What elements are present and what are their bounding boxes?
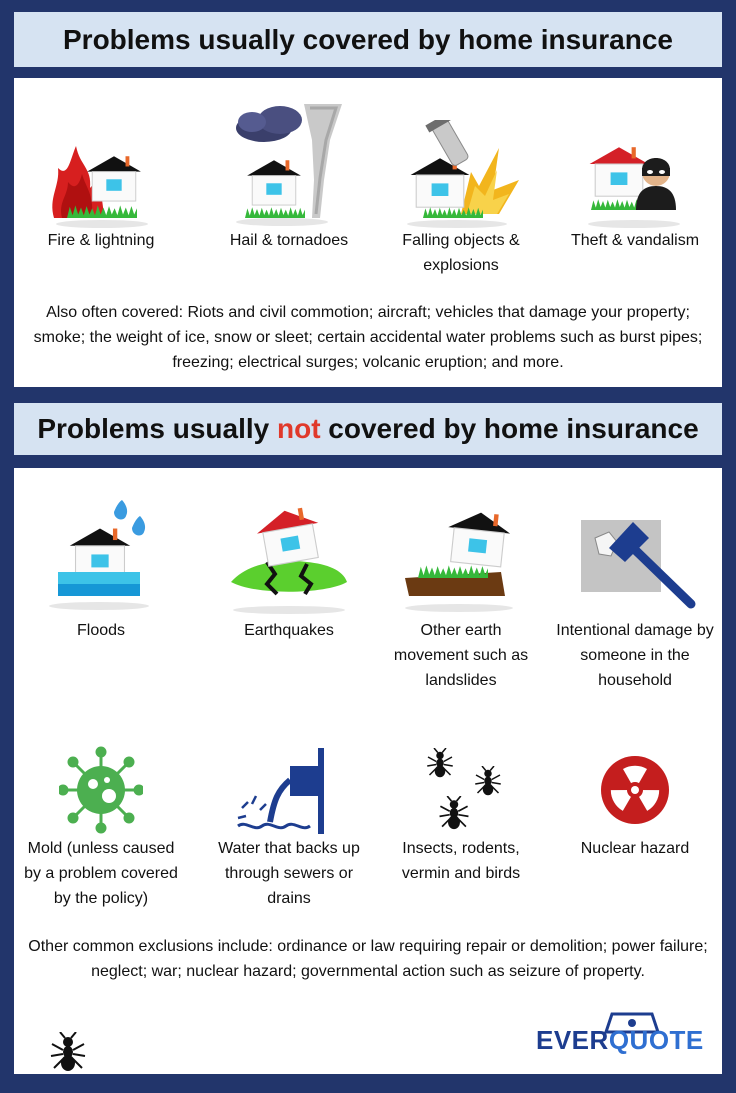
not-highlight: not — [276, 413, 321, 444]
not-covered-item-label: Water that backs up through sewers or drains — [218, 840, 360, 907]
not-covered-item-flood — [14, 498, 188, 643]
tornado-house-icon — [234, 100, 344, 228]
covered-item-label: Hail & tornadoes — [229, 232, 349, 249]
not-covered-item-intentional — [548, 498, 722, 693]
covered-item-fire — [14, 138, 188, 253]
insects-icon — [411, 744, 511, 836]
covered-heading: Problems usually covered by home insurance — [14, 12, 722, 67]
not-covered-item-label: Insects, rodents, vermin and birds — [401, 840, 521, 882]
not-covered-item-label: Intentional damage by someone in the household — [556, 622, 714, 689]
not-covered-panel — [14, 468, 722, 1074]
falling-object-house-icon — [401, 120, 521, 228]
everquote-logo — [536, 1004, 704, 1060]
covered-item-label: Theft & vandalism — [570, 232, 700, 249]
sewer-backup-icon — [234, 744, 344, 836]
not-covered-item-earthquake — [202, 498, 376, 643]
not-covered-item-landslide — [374, 498, 548, 693]
not-covered-heading: Problems usually not covered by home insurance — [14, 403, 722, 455]
covered-panel — [14, 78, 722, 387]
not-covered-item-label: Mold (unless caused by a problem covered by the policy) — [24, 840, 178, 907]
fire-house-icon — [46, 138, 156, 228]
not-covered-item-mold — [14, 744, 188, 911]
logo-text: EVERQUOTE — [536, 1025, 704, 1055]
covered-item-label: Fire & lightning — [47, 232, 155, 249]
nuclear-icon — [589, 744, 681, 836]
covered-note: Also often covered: Riots and civil commotion; aircraft; vehicles that damage your property; smoke; the weight of ice, snow or sleet; certain accidental water problems such as burst pipes; freezing; electrical surges; volcanic eruption; and more. — [33, 304, 703, 371]
covered-item-label: Falling objects & explosions — [402, 232, 520, 274]
not-covered-item-sewer — [202, 744, 376, 911]
thief-house-icon — [580, 140, 690, 228]
not-covered-item-label: Floods — [76, 622, 126, 639]
landslide-house-icon — [401, 498, 521, 618]
earthquake-house-icon — [227, 498, 351, 618]
covered-item-theft — [548, 140, 722, 253]
mold-icon — [59, 744, 143, 836]
flood-house-icon — [46, 498, 156, 618]
ant-icon — [48, 1032, 88, 1072]
not-covered-item-label: Other earth movement such as landslides — [393, 622, 529, 689]
not-covered-item-label: Nuclear hazard — [580, 840, 690, 857]
not-covered-item-insects — [374, 744, 548, 886]
not-covered-item-nuclear — [548, 744, 722, 861]
not-covered-item-label: Earthquakes — [244, 622, 334, 639]
not-covered-note: Other common exclusions include: ordinance or law requiring repair or demolition; power failure; neglect; war; nuclear hazard; governmental action such as seizure of property. — [28, 938, 708, 980]
covered-item-tornado — [202, 100, 376, 253]
covered-item-falling — [374, 120, 548, 278]
hammer-damage-icon — [573, 498, 697, 618]
